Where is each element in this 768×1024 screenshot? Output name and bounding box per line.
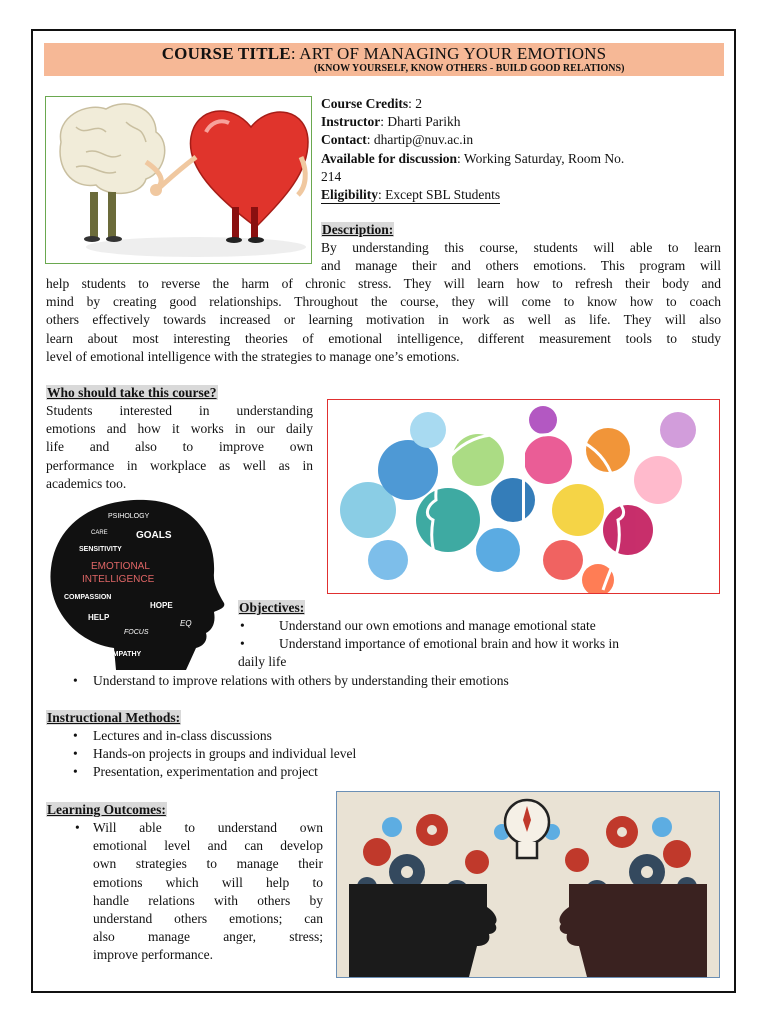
course-info [321, 95, 721, 204]
course-subtitle: (KNOW YOURSELF, KNOW OTHERS - BUILD GOOD RELATIONS) [314, 63, 625, 74]
who-line: academics too. [46, 475, 127, 491]
word-empathy: EMPATHY [108, 651, 142, 658]
description-line: level of emotional intelligence with the strategies to manage one’s emotions. [46, 348, 460, 364]
description-line: and manage their and others emotions. This program will [321, 258, 721, 274]
description-line: others effectively towards increased or learning motivation in work as well as life. They will also [46, 312, 721, 328]
description-heading [321, 221, 394, 239]
outcomes-text [73, 819, 323, 965]
method-text: Presentation, experimentation and project [93, 764, 318, 780]
brain-heart-svg [46, 97, 311, 263]
credits-row: Course Credits: 2 [321, 96, 423, 111]
description-line: By understanding this course, students will able to learn [321, 240, 721, 255]
word-intelligence: INTELLIGENCE [82, 574, 155, 585]
description-line: learn about most interesting theories of emotional intelligence, different measurement tools to study [46, 330, 721, 346]
objectives-heading [238, 599, 305, 617]
who-text [46, 402, 313, 493]
bullet: • [73, 764, 78, 780]
who-heading [46, 384, 218, 402]
objective-item-wide [73, 672, 733, 690]
who-line: life and also to improve own [46, 439, 313, 455]
objective-text: Understand our own emotions and manage emotional state [279, 618, 596, 633]
method-text: Hands-on projects in groups and individual level [93, 746, 357, 762]
methods-list [73, 727, 573, 782]
who-line: emotions and how it works in our daily [46, 421, 313, 437]
who-line: Students interested in understanding [46, 403, 313, 418]
availability-row-cont: 214 [321, 168, 342, 184]
objective-item [238, 635, 723, 653]
outcome-line: emotions which will help to [93, 874, 323, 890]
outcome-line: handle relations with others by [93, 892, 323, 908]
word-help: HELP [88, 613, 110, 622]
method-item [73, 763, 573, 781]
bullet: • [240, 618, 245, 633]
bullet: • [75, 820, 80, 835]
contact-row: Contact: dhartip@nuv.ac.in [321, 132, 474, 148]
word-emotional: EMOTIONAL [91, 561, 150, 572]
eligibility-row: Eligibility: Except SBL Students [321, 187, 501, 203]
outcome-line: understand others emotions; can [93, 911, 323, 927]
method-item [73, 727, 573, 745]
who-heading-text: Who should take this course? [47, 385, 217, 400]
word-compassion: COMPASSION [64, 594, 112, 601]
description-full [46, 275, 721, 366]
bullet: • [240, 636, 245, 652]
bullet: • [73, 728, 78, 743]
emotional-intelligence-silhouette [46, 498, 226, 670]
instructor-row: Instructor: Dharti Parikh [321, 114, 461, 130]
availability-row: Available for discussion: Working Saturday, Room No. [321, 150, 625, 166]
colorful-heads-svg [328, 400, 719, 593]
description-line: mind by creating good relationships. Throughout the course, they will come to know how to coach [46, 294, 721, 310]
methods-heading-text: Instructional Methods: [47, 710, 181, 725]
outcome-line: own strategies to manage their [93, 856, 323, 872]
outcome-line: improve performance. [93, 947, 213, 963]
objectives-list [238, 617, 723, 672]
word-care: CARE [91, 530, 108, 536]
description-heading-text: Description: [322, 222, 394, 237]
who-line: performance in workplace as well as in [46, 457, 313, 473]
word-focus: FOCUS [124, 629, 149, 636]
word-psihology: PSIHOLOGY [108, 513, 150, 520]
word-hope: HOPE [150, 601, 173, 610]
methods-heading [46, 709, 181, 727]
heads-gears-svg [337, 792, 719, 977]
word-sensitivity: SENSITIVITY [79, 546, 122, 553]
title-banner [44, 43, 724, 76]
outcome-line: also manage anger, stress; [93, 929, 323, 945]
objective-item [238, 617, 723, 635]
course-title: COURSE TITLE: ART OF MANAGING YOUR EMOTIONS [161, 44, 607, 63]
brain-heart-illustration [45, 96, 312, 264]
description-right [321, 239, 721, 275]
outcome-line: emotional level and can develop [93, 838, 323, 854]
bullet: • [73, 673, 78, 688]
outcomes-heading [46, 801, 167, 819]
description-line: help students to reverse the harm of chronic stress. They will learn how to refresh their body and [46, 276, 721, 291]
heads-gears-illustration [336, 791, 720, 978]
method-text: Lectures and in-class discussions [93, 728, 272, 743]
objective-text: Understand to improve relations with others by understanding their emotions [93, 673, 509, 688]
word-goals: GOALS [136, 530, 172, 541]
outcomes-heading-text: Learning Outcomes: [47, 802, 166, 817]
objective-text: Understand importance of emotional brain and how it works in [279, 636, 620, 652]
bullet: • [73, 746, 78, 762]
colorful-heads-illustration [327, 399, 720, 594]
objectives-heading-text: Objectives: [239, 600, 305, 615]
outcome-line: Will able to understand own [93, 820, 323, 835]
objective-text-cont: daily life [238, 654, 287, 670]
silhouette-svg [46, 498, 226, 670]
word-eq: EQ [180, 619, 192, 628]
method-item [73, 745, 573, 763]
